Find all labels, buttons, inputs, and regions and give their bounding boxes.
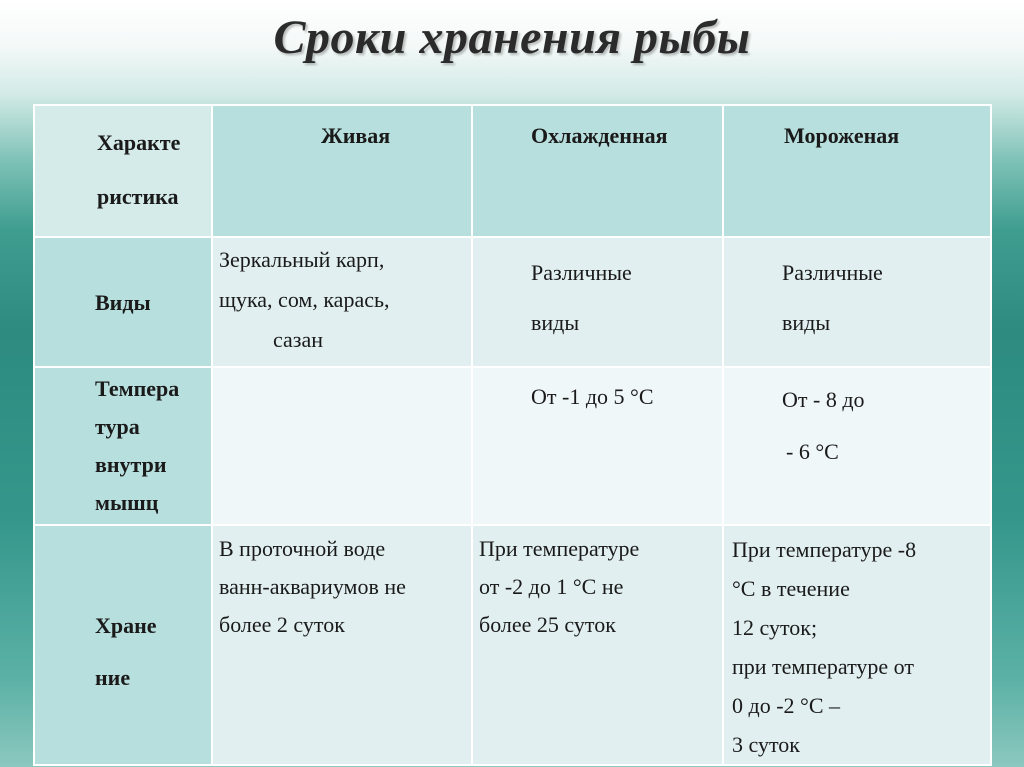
storage-frozen-line1: При температуре -8	[732, 537, 917, 562]
temperature-frozen-line2: - 6 °С	[786, 439, 839, 464]
header-live: Живая	[321, 123, 391, 148]
header-chilled-cell	[472, 105, 723, 237]
table-row-storage	[34, 525, 991, 765]
species-label: Виды	[95, 290, 151, 315]
storage-live-line1: В проточной воде	[219, 536, 386, 561]
storage-chilled-line3: более 25 суток	[479, 612, 616, 637]
header-characteristic-line1: Характе	[97, 130, 181, 155]
species-live-line1: Зеркальный карп,	[219, 247, 385, 272]
species-label-cell	[34, 237, 212, 367]
header-chilled: Охлажденная	[531, 123, 668, 148]
temperature-frozen-cell	[723, 367, 991, 525]
storage-chilled-cell	[472, 525, 723, 765]
storage-chilled-line1: При температуре	[479, 536, 640, 561]
slide-title: Сроки хранения рыбы	[273, 11, 751, 64]
species-live-cell	[212, 237, 472, 367]
species-live-line3: сазан	[273, 327, 324, 352]
storage-frozen-line2: °С в течение	[732, 576, 850, 601]
species-frozen-cell	[723, 237, 991, 367]
storage-label-cell	[34, 525, 212, 765]
header-characteristic-cell	[34, 105, 212, 237]
temperature-chilled: От -1 до 5 °С	[531, 384, 654, 409]
species-chilled-line2: виды	[531, 310, 580, 335]
table-header-row	[34, 105, 991, 237]
header-frozen: Мороженая	[784, 123, 900, 148]
species-frozen-line1: Различные	[782, 260, 883, 285]
storage-chilled-line2: от -2 до 1 °С не	[479, 574, 624, 599]
temperature-frozen-line1: От - 8 до	[782, 387, 865, 412]
storage-frozen-cell	[723, 525, 991, 765]
species-chilled-line1: Различные	[531, 260, 632, 285]
header-frozen-cell	[723, 105, 991, 237]
storage-table	[33, 104, 992, 766]
storage-live-line2: ванн-аквариумов не	[219, 574, 406, 599]
temperature-label-cell	[34, 367, 212, 525]
header-characteristic-line2: ристика	[97, 184, 179, 209]
temperature-label-line4: мышц	[95, 490, 159, 515]
storage-frozen-line4: при температуре от	[732, 654, 914, 679]
storage-frozen-line5: 0 до -2 °С –	[732, 693, 840, 718]
storage-live-cell	[212, 525, 472, 765]
temperature-chilled-cell	[472, 367, 723, 525]
storage-frozen-line3: 12 суток;	[732, 615, 818, 640]
table-row-temperature	[34, 367, 991, 525]
storage-frozen-line6: 3 суток	[732, 732, 800, 757]
table-row-species	[34, 237, 991, 367]
temperature-live-cell	[212, 367, 472, 525]
species-frozen-line2: виды	[782, 310, 831, 335]
header-live-cell	[212, 105, 472, 237]
storage-live-line3: более 2 суток	[219, 612, 345, 637]
species-chilled-cell	[472, 237, 723, 367]
storage-label-line1: Хране	[95, 613, 157, 638]
temperature-label-line2: тура	[95, 414, 140, 439]
temperature-label-line1: Темпера	[95, 376, 180, 401]
storage-label-line2: ние	[95, 665, 131, 690]
temperature-label-line3: внутри	[95, 452, 167, 477]
species-live-line2: щука, сом, карась,	[219, 287, 390, 312]
